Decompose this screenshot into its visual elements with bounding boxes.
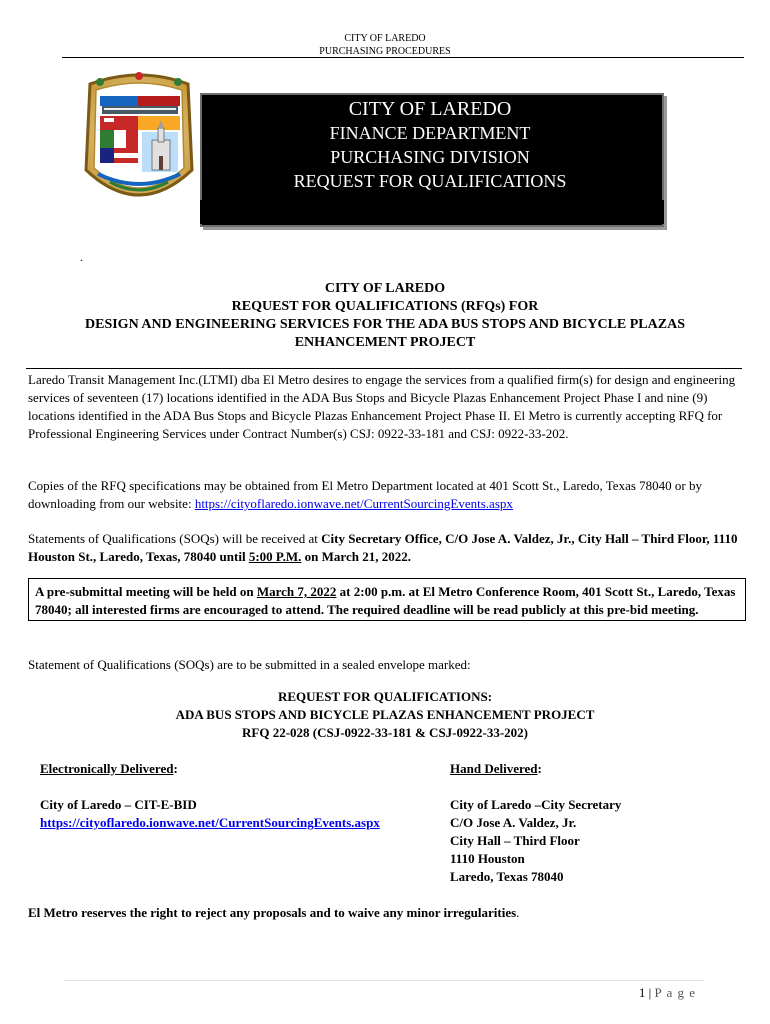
title-line2: REQUEST FOR QUALIFICATIONS (RFQs) FOR bbox=[231, 299, 539, 314]
intro-paragraph: Laredo Transit Management Inc.(LTMI) dba El Metro desires to engage the services from a qualified firm(s) for design and engineering services of seventeen (17) locations identified in the ADA Bus Stops and Bicycle Plazas Enhancement Project Phase I and nine (9) locations identified in the ADA Bus Stops and Bicycle Plazas Enhancement Project Phase II. El Metro is currently accepting RFQ for Professional Engineering Services under Contract Number(s) CSJ: 0922-33-181 and CSJ: 0922-33-202. bbox=[28, 372, 736, 441]
page-number: 1 bbox=[638, 985, 646, 1000]
cit-e-bid-link[interactable]: https://cityoflaredo.ionwave.net/CurrentSourcingEvents.aspx bbox=[40, 815, 380, 830]
running-header-line1: CITY OF LAREDO bbox=[344, 33, 426, 44]
hand-line5: Laredo, Texas 78040 bbox=[450, 869, 564, 884]
header-rule bbox=[62, 57, 744, 58]
title-line1: CITY OF LAREDO bbox=[324, 281, 446, 296]
soq-text: Statements of Qualifications (SOQs) will be received at bbox=[28, 531, 322, 546]
page-label: P a g e bbox=[654, 985, 696, 1000]
electronic-heading-colon: : bbox=[173, 761, 178, 776]
hand-heading-colon: : bbox=[537, 761, 542, 776]
page-footer bbox=[600, 985, 696, 1001]
page-separator: | bbox=[648, 985, 652, 1000]
hand-line4: 1110 Houston bbox=[450, 851, 525, 866]
hand-line3: City Hall – Third Floor bbox=[450, 833, 580, 848]
document-title bbox=[0, 280, 770, 352]
title-rule bbox=[26, 368, 742, 369]
closing-text: El Metro reserves the right to reject any proposals and to waive any minor irregularities bbox=[28, 905, 517, 920]
banner-line2: FINANCE DEPARTMENT bbox=[329, 123, 531, 143]
hand-line1: City of Laredo –City Secretary bbox=[450, 797, 622, 812]
electronic-name: City of Laredo – CIT-E-BID bbox=[40, 797, 197, 812]
closing-period: . bbox=[516, 905, 520, 920]
title-banner-text bbox=[200, 97, 660, 193]
footer-rule bbox=[64, 980, 704, 981]
hand-line2: C/O Jose A. Valdez, Jr. bbox=[450, 815, 577, 830]
hand-heading bbox=[450, 760, 542, 778]
city-seal-icon bbox=[80, 70, 198, 206]
pre-submittal-notice bbox=[28, 578, 746, 621]
notice-part1: A pre-submittal meeting will be held on bbox=[35, 584, 257, 599]
banner-line4: REQUEST FOR QUALIFICATIONS bbox=[293, 171, 567, 191]
running-header-line2: PURCHASING PROCEDURES bbox=[319, 46, 451, 57]
title-line3: DESIGN AND ENGINEERING SERVICES FOR THE ADA BUS STOPS AND BICYCLE PLAZAS bbox=[85, 317, 685, 332]
envelope-line1: REQUEST FOR QUALIFICATIONS: bbox=[277, 689, 493, 704]
envelope-line3: RFQ 22-028 (CSJ-0922-33-181 & CSJ-0922-33-202) bbox=[242, 725, 528, 740]
soq-location: City Secretary Office, C/O Jose A. Valdez, Jr., City Hall – Third Floor, 1110 Houston St., Laredo, Texas, 78040 until bbox=[28, 531, 738, 564]
title-banner-band bbox=[200, 200, 664, 224]
soq-date: on March 21, 2022. bbox=[301, 549, 411, 564]
electronic-link-wrap bbox=[40, 814, 380, 832]
soq-time: 5:00 P.M. bbox=[248, 549, 302, 564]
notice-date: March 7, 2022 bbox=[256, 584, 337, 599]
electronic-heading bbox=[40, 760, 178, 778]
electronic-heading-text: Electronically Delivered bbox=[40, 761, 174, 776]
banner-line1: CITY OF LAREDO bbox=[348, 98, 512, 120]
envelope-line2: ADA BUS STOPS AND BICYCLE PLAZAS ENHANCEMENT PROJECT bbox=[175, 707, 595, 722]
specs-text: Copies of the RFQ specifications may be obtained from El Metro Department located at 401 Scott St., Laredo, Texas 78040 or by downloading from our website: bbox=[28, 478, 702, 511]
soq-paragraph bbox=[28, 530, 744, 566]
sealed-envelope-paragraph: Statement of Qualifications (SOQs) are to be submitted in a sealed envelope marked: bbox=[28, 657, 471, 672]
specs-paragraph bbox=[28, 477, 744, 513]
closing-statement bbox=[28, 904, 744, 922]
title-line4: ENHANCEMENT PROJECT bbox=[294, 335, 476, 350]
notice-part2: at 2:00 p.m. at El Metro Conference Room, 401 Scott St., Laredo, Texas 78040; all interested firms are encouraged to attend. The required deadline will be read publicly at this pre-bid meeting. bbox=[35, 584, 736, 617]
sourcing-link[interactable]: https://cityoflaredo.ionwave.net/CurrentSourcingEvents.aspx bbox=[194, 496, 513, 511]
banner-line3: PURCHASING DIVISION bbox=[330, 147, 530, 167]
hand-heading-text: Hand Delivered bbox=[450, 761, 538, 776]
stray-dot: . bbox=[80, 250, 83, 264]
